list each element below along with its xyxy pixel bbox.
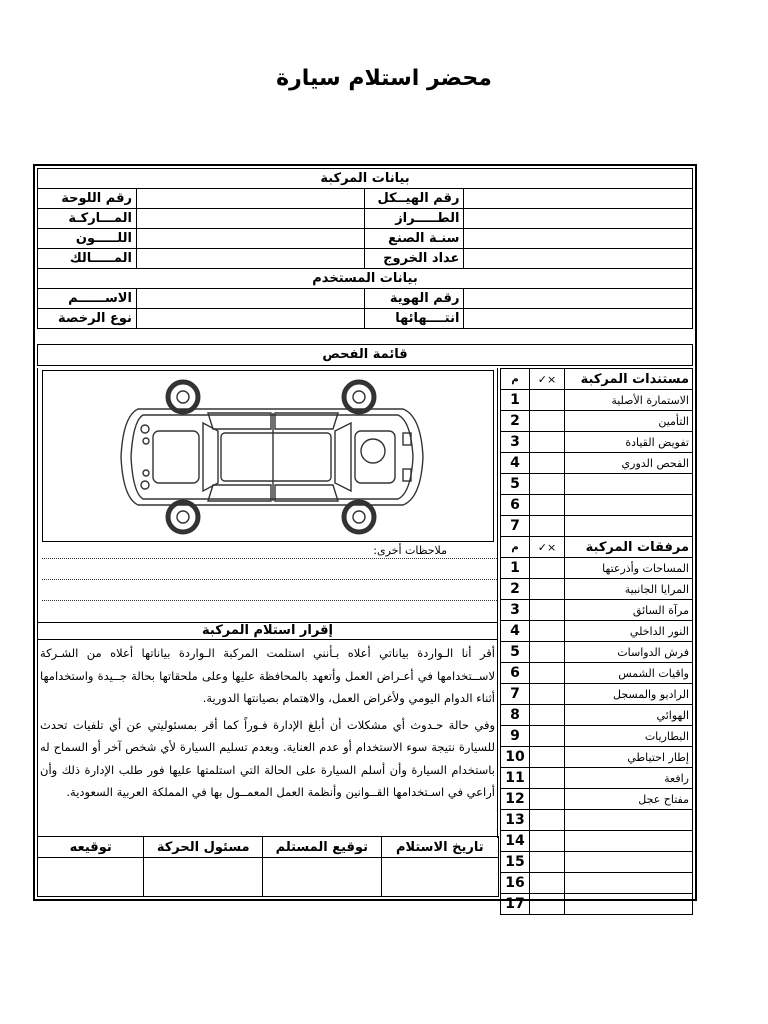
list-item [501,642,693,663]
list-item [501,894,693,915]
year-label: سنـة الصنع [365,229,464,249]
notes-line[interactable] [42,565,497,580]
owner-field[interactable] [136,249,365,269]
item-number: 7 [501,516,530,537]
item-label: البطاريات [565,726,693,747]
item-label [565,831,693,852]
item-label [565,852,693,873]
item-check-cell[interactable] [530,411,565,432]
item-label [565,474,693,495]
item-check-cell[interactable] [530,621,565,642]
item-check-cell[interactable] [530,432,565,453]
acknowledgement-header: إقرار استلام المركبة [37,622,498,640]
signature-table [37,836,499,897]
list-item [501,768,693,789]
item-check-cell[interactable] [530,726,565,747]
item-label: الراديو والمسجل [565,684,693,705]
item-label: المرايا الجانبية [565,579,693,600]
item-number: 11 [501,768,530,789]
inspection-header: قائمة الفحص [37,344,693,366]
item-label: واقيات الشمس [565,663,693,684]
receipt-date-field[interactable] [381,858,498,897]
list-item [501,684,693,705]
list-item [501,852,693,873]
car-top-view-icon [43,371,493,541]
owner-label: المـــــالك [38,249,137,269]
receipt-date-label: تاريخ الاستلام [381,837,498,858]
list-item [501,390,693,411]
item-check-cell[interactable] [530,579,565,600]
item-number: 12 [501,789,530,810]
vehicle-user-table [37,168,693,329]
item-label [565,810,693,831]
vehicle-section-header: بيانات المركبة [38,169,693,189]
id-number-field[interactable] [464,289,693,309]
item-number: 16 [501,873,530,894]
page-title: محضر استلام سيارة [276,66,492,91]
list-item [501,663,693,684]
manager-field[interactable] [144,858,263,897]
list-item [501,831,693,852]
notes-label: ملاحظات أخرى: [370,544,447,557]
item-number: 17 [501,894,530,915]
item-label: فرش الدواسات [565,642,693,663]
item-number: 1 [501,390,530,411]
item-label [565,495,693,516]
list-item [501,747,693,768]
item-number: 5 [501,474,530,495]
list-item [501,726,693,747]
item-label: الهوائي [565,705,693,726]
item-number: 15 [501,852,530,873]
odometer-field[interactable] [464,249,693,269]
acknowledgement-text [40,642,495,808]
item-check-cell[interactable] [530,453,565,474]
item-check-cell[interactable] [530,495,565,516]
item-number: 13 [501,810,530,831]
item-number: 4 [501,621,530,642]
list-item [501,810,693,831]
item-label: رافعة [565,768,693,789]
color-field[interactable] [136,229,365,249]
item-label: مفتاح عجل [565,789,693,810]
list-item [501,453,693,474]
name-label: الاســــــم [38,289,137,309]
make-label: المـــاركـة [38,209,137,229]
model-field[interactable] [464,209,693,229]
list-item [501,516,693,537]
item-label: النور الداخلي [565,621,693,642]
item-label [565,516,693,537]
item-label: الاستمارة الأصلية [565,390,693,411]
receiver-signature-label: توقيع المستلم [263,837,382,858]
item-number: 9 [501,726,530,747]
list-item [501,789,693,810]
license-type-field[interactable] [136,309,365,329]
chassis-label: رقم الهيــكل [365,189,464,209]
item-check-cell[interactable] [530,558,565,579]
item-label [565,873,693,894]
list-item [501,621,693,642]
check-header: ×✓ [530,369,565,390]
section-header: مرفقات المركبة [565,537,693,558]
item-number: 1 [501,558,530,579]
accessories-header-row [501,537,693,558]
checklist-table [500,368,693,915]
item-check-cell[interactable] [530,810,565,831]
item-check-cell[interactable] [530,873,565,894]
list-item [501,558,693,579]
license-expiry-field[interactable] [464,309,693,329]
color-label: اللـــــون [38,229,137,249]
item-label: الفحص الدوري [565,453,693,474]
list-item [501,705,693,726]
chassis-field[interactable] [464,189,693,209]
item-number: 5 [501,642,530,663]
odometer-label: عداد الخروج [365,249,464,269]
item-label: المساحات وأذرعتها [565,558,693,579]
manager-signature-label: توقيعه [38,837,144,858]
item-label: إطار احتياطي [565,747,693,768]
docs-header-row [501,369,693,390]
check-header: ×✓ [530,537,565,558]
item-check-cell[interactable] [530,600,565,621]
index-header: م [501,537,530,558]
item-number: 3 [501,432,530,453]
item-check-cell[interactable] [530,642,565,663]
list-item [501,474,693,495]
list-item [501,873,693,894]
item-check-cell[interactable] [530,516,565,537]
item-check-cell[interactable] [530,684,565,705]
item-label: التأمين [565,411,693,432]
item-number: 10 [501,747,530,768]
receiver-signature-field[interactable] [263,858,382,897]
plate-label: رقم اللوحة [38,189,137,209]
list-item [501,495,693,516]
list-item [501,411,693,432]
item-label: مرآة السائق [565,600,693,621]
item-check-cell[interactable] [530,705,565,726]
model-label: الطـــــراز [365,209,464,229]
list-item [501,579,693,600]
item-check-cell[interactable] [530,390,565,411]
item-number: 4 [501,453,530,474]
list-item [501,432,693,453]
user-section-header: بيانات المستخدم [38,269,693,289]
item-check-cell[interactable] [530,768,565,789]
make-field[interactable] [136,209,365,229]
year-field[interactable] [464,229,693,249]
item-check-cell[interactable] [530,474,565,495]
license-expiry-label: انتــــهائها [365,309,464,329]
notes-line[interactable] [42,586,497,601]
item-check-cell[interactable] [530,747,565,768]
license-type-label: نوع الرخصة [38,309,137,329]
item-number: 2 [501,411,530,432]
id-number-label: رقم الهوية [365,289,464,309]
item-number: 6 [501,495,530,516]
name-field[interactable] [136,289,365,309]
item-number: 6 [501,663,530,684]
manager-label: مسئول الحركة [144,837,263,858]
item-number: 3 [501,600,530,621]
index-header: م [501,369,530,390]
item-label: تفويض القيادة [565,432,693,453]
item-check-cell[interactable] [530,894,565,915]
item-number: 14 [501,831,530,852]
item-label [565,894,693,915]
ack-paragraph-2: وفي حالة حـدوث أي مشكلات أن أبلغ الإدارة فـوراً كما أقر بمسئوليتي عن أي تلفيات تحدث للسيارة نتيجة سوء الاستخدام أو عدم العناية. وبعدم تسليم السيارة لأي شخص آخر أو السماح له باستخدام السيارة وأن أسلم السيارة على الحالة التي استلمتها عليها فور طلب الإدارة ذلك وأن أراعي في اسـتخدامها القــوانين وأنظمة العمل المعمــول بها في المملكة العربية السعودية. [40,717,495,799]
section-header: مستندات المركبة [565,369,693,390]
manager-signature-field[interactable] [38,858,144,897]
item-number: 8 [501,705,530,726]
ack-paragraph-1: أقر أنا الـواردة بياناتي أعلاه بـأنني استلمت المركبة الـواردة بياناتها أعلاه من الشـركة لاســتخدامها في أعـراض العمل وأتعهد بالمحافظة عليها وعلى ملحقاتها بحالة جــيدة واستخدامها أثناء الدوام اليومي ولأغراض العمل، والاهتمام بصيانتها الدورية. [40,646,495,705]
item-check-cell[interactable] [530,831,565,852]
item-number: 7 [501,684,530,705]
notes-area[interactable] [42,544,497,620]
item-check-cell[interactable] [530,789,565,810]
item-number: 2 [501,579,530,600]
plate-field[interactable] [136,189,365,209]
item-check-cell[interactable] [530,852,565,873]
list-item [501,600,693,621]
car-diagram [42,370,494,542]
item-check-cell[interactable] [530,663,565,684]
